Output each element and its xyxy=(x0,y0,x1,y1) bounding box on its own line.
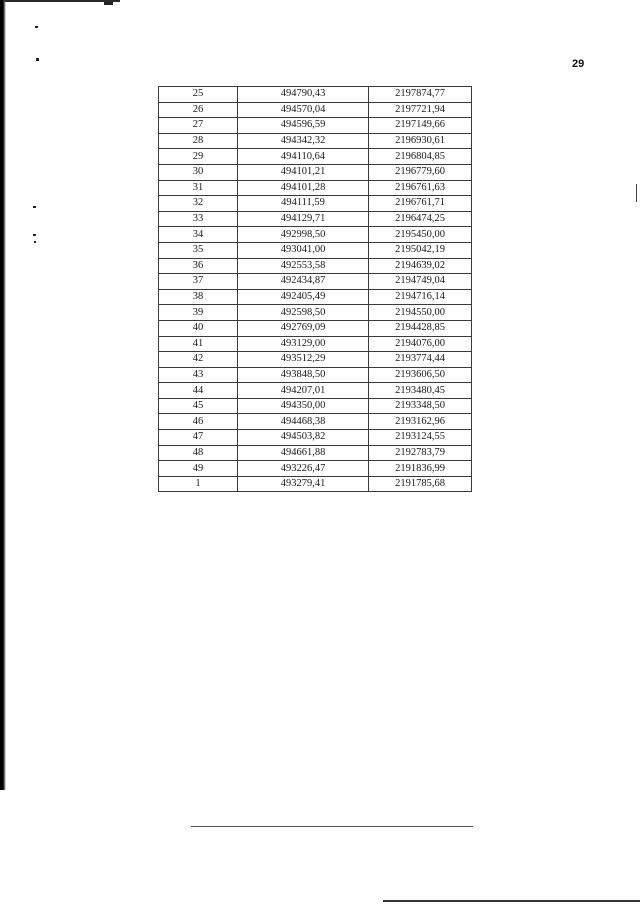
point-number-cell: 40 xyxy=(159,320,238,336)
x-coordinate-cell: 494207,01 xyxy=(238,383,369,399)
x-coordinate-cell: 492405,49 xyxy=(238,289,369,305)
y-coordinate-cell: 2194749,04 xyxy=(369,274,472,290)
y-coordinate-cell: 2193606,50 xyxy=(369,367,472,383)
point-number-cell: 41 xyxy=(159,336,238,352)
y-coordinate-cell: 2193162,96 xyxy=(369,414,472,430)
point-number-cell: 48 xyxy=(159,445,238,461)
table-row xyxy=(159,398,472,414)
x-coordinate-cell: 493848,50 xyxy=(238,367,369,383)
scan-mark xyxy=(33,234,36,236)
y-coordinate-cell: 2195450,00 xyxy=(369,227,472,243)
point-number-cell: 37 xyxy=(159,274,238,290)
x-coordinate-cell: 493226,47 xyxy=(238,461,369,477)
x-coordinate-cell: 492998,50 xyxy=(238,227,369,243)
x-coordinate-cell: 494101,21 xyxy=(238,164,369,180)
footer-rule xyxy=(191,826,473,827)
x-coordinate-cell: 493279,41 xyxy=(238,476,369,492)
coordinates-table-body xyxy=(159,87,472,492)
y-coordinate-cell: 2196761,63 xyxy=(369,180,472,196)
y-coordinate-cell: 2194550,00 xyxy=(369,305,472,321)
point-number-cell: 36 xyxy=(159,258,238,274)
scan-mark xyxy=(35,26,38,28)
point-number-cell: 43 xyxy=(159,367,238,383)
scan-line-right xyxy=(636,184,637,202)
table-row xyxy=(159,164,472,180)
table-row xyxy=(159,87,472,103)
x-coordinate-cell: 494503,82 xyxy=(238,430,369,446)
y-coordinate-cell: 2196474,25 xyxy=(369,211,472,227)
scan-mark xyxy=(33,206,36,208)
point-number-cell: 28 xyxy=(159,133,238,149)
scan-mark xyxy=(34,241,36,243)
x-coordinate-cell: 494596,59 xyxy=(238,118,369,134)
table-row xyxy=(159,352,472,368)
table-row xyxy=(159,196,472,212)
table-row xyxy=(159,102,472,118)
table-row xyxy=(159,430,472,446)
x-coordinate-cell: 492598,50 xyxy=(238,305,369,321)
x-coordinate-cell: 494342,32 xyxy=(238,133,369,149)
table-row xyxy=(159,118,472,134)
y-coordinate-cell: 2194428,85 xyxy=(369,320,472,336)
point-number-cell: 1 xyxy=(159,476,238,492)
y-coordinate-cell: 2196779,60 xyxy=(369,164,472,180)
x-coordinate-cell: 493129,00 xyxy=(238,336,369,352)
y-coordinate-cell: 2194716,14 xyxy=(369,289,472,305)
y-coordinate-cell: 2197149,66 xyxy=(369,118,472,134)
point-number-cell: 32 xyxy=(159,196,238,212)
y-coordinate-cell: 2195042,19 xyxy=(369,242,472,258)
point-number-cell: 31 xyxy=(159,180,238,196)
scan-edge-top xyxy=(0,0,120,6)
x-coordinate-cell: 494110,64 xyxy=(238,149,369,165)
table-row xyxy=(159,383,472,399)
y-coordinate-cell: 2196761,71 xyxy=(369,196,472,212)
point-number-cell: 44 xyxy=(159,383,238,399)
x-coordinate-cell: 494129,71 xyxy=(238,211,369,227)
y-coordinate-cell: 2193774,44 xyxy=(369,352,472,368)
table-row xyxy=(159,445,472,461)
y-coordinate-cell: 2196930,61 xyxy=(369,133,472,149)
table-row xyxy=(159,242,472,258)
table-row xyxy=(159,476,472,492)
point-number-cell: 39 xyxy=(159,305,238,321)
scan-mark xyxy=(36,58,39,61)
x-coordinate-cell: 494101,28 xyxy=(238,180,369,196)
y-coordinate-cell: 2197721,94 xyxy=(369,102,472,118)
table-row xyxy=(159,461,472,477)
point-number-cell: 42 xyxy=(159,352,238,368)
point-number-cell: 35 xyxy=(159,242,238,258)
table-row xyxy=(159,367,472,383)
y-coordinate-cell: 2192783,79 xyxy=(369,445,472,461)
x-coordinate-cell: 493512,29 xyxy=(238,352,369,368)
point-number-cell: 33 xyxy=(159,211,238,227)
point-number-cell: 46 xyxy=(159,414,238,430)
point-number-cell: 49 xyxy=(159,461,238,477)
point-number-cell: 45 xyxy=(159,398,238,414)
x-coordinate-cell: 492434,87 xyxy=(238,274,369,290)
table-row xyxy=(159,289,472,305)
point-number-cell: 27 xyxy=(159,118,238,134)
point-number-cell: 29 xyxy=(159,149,238,165)
y-coordinate-cell: 2193480,45 xyxy=(369,383,472,399)
x-coordinate-cell: 494570,04 xyxy=(238,102,369,118)
x-coordinate-cell: 492553,58 xyxy=(238,258,369,274)
y-coordinate-cell: 2193348,50 xyxy=(369,398,472,414)
scan-edge-left xyxy=(0,0,6,790)
y-coordinate-cell: 2193124,55 xyxy=(369,430,472,446)
table-row xyxy=(159,258,472,274)
table-row xyxy=(159,149,472,165)
x-coordinate-cell: 494790,43 xyxy=(238,87,369,103)
y-coordinate-cell: 2191836,99 xyxy=(369,461,472,477)
table-row xyxy=(159,320,472,336)
table-row xyxy=(159,274,472,290)
table-row xyxy=(159,305,472,321)
y-coordinate-cell: 2194076,00 xyxy=(369,336,472,352)
point-number-cell: 38 xyxy=(159,289,238,305)
x-coordinate-cell: 494350,00 xyxy=(238,398,369,414)
point-number-cell: 34 xyxy=(159,227,238,243)
point-number-cell: 26 xyxy=(159,102,238,118)
x-coordinate-cell: 493041,00 xyxy=(238,242,369,258)
y-coordinate-cell: 2191785,68 xyxy=(369,476,472,492)
y-coordinate-cell: 2196804,85 xyxy=(369,149,472,165)
table-row xyxy=(159,211,472,227)
x-coordinate-cell: 494468,38 xyxy=(238,414,369,430)
table-row xyxy=(159,180,472,196)
y-coordinate-cell: 2194639,02 xyxy=(369,258,472,274)
point-number-cell: 25 xyxy=(159,87,238,103)
scan-mark xyxy=(104,2,113,5)
x-coordinate-cell: 494661,88 xyxy=(238,445,369,461)
table-row xyxy=(159,227,472,243)
table-row xyxy=(159,414,472,430)
point-number-cell: 47 xyxy=(159,430,238,446)
x-coordinate-cell: 494111,59 xyxy=(238,196,369,212)
y-coordinate-cell: 2197874,77 xyxy=(369,87,472,103)
coordinates-table xyxy=(158,86,472,492)
table-row xyxy=(159,133,472,149)
table-row xyxy=(159,336,472,352)
bottom-rule xyxy=(383,900,640,902)
point-number-cell: 30 xyxy=(159,164,238,180)
page-number: 29 xyxy=(572,58,585,70)
x-coordinate-cell: 492769,09 xyxy=(238,320,369,336)
